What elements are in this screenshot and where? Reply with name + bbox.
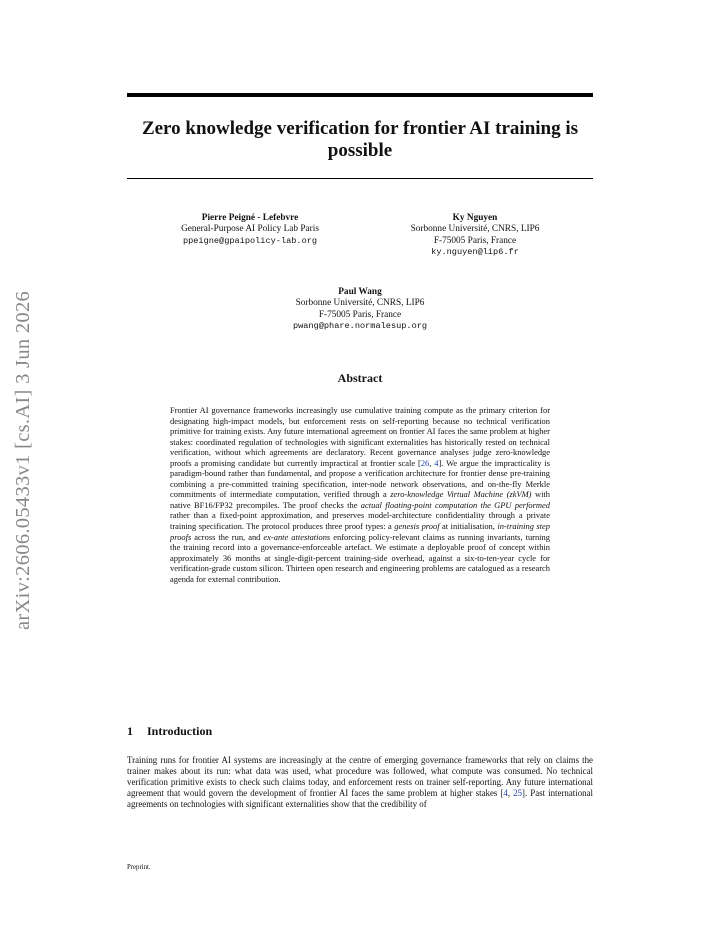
abstract-text: enforcing policy-relevant claims as running invariants, turning the training record into a governance-enforceable artefact. We estimate a deployable proof of concept within approximately 36 months at single-digit-percent training-side overhead, against a six-to-ten-year cycle for verification-grade custom silicon. Thirteen open research and engineering problems are catalogued as a research agenda for external contribution.: [170, 531, 550, 584]
arxiv-identifier-stamp: arXiv:2606.05433v1 [cs.AI] 3 Jun 2026: [12, 290, 34, 630]
citation-link[interactable]: 4: [503, 787, 508, 798]
abstract-emphasis: ex-ante attestations: [263, 531, 331, 542]
author-address: F-75005 Paris, France: [433, 235, 517, 246]
citation-link[interactable]: 4: [434, 457, 439, 468]
citation-separator: ,: [429, 457, 435, 468]
abstract-text: at initialisation,: [439, 521, 498, 532]
author-block-1: [150, 213, 350, 247]
author-affiliation: Sorbonne Université, CNRS, LIP6: [410, 224, 540, 235]
abstract-text: ]. We argue the impracticality is paradigm-bound rather than fundamental, and propose a verification architecture for frontier dense pre-training combining a pre-committed training specification, inter-node network observations, and on-the-fly Merkle commitments of intermediate computation, verified through a: [170, 457, 550, 500]
author-email[interactable]: ky.nguyen@lip6.fr: [431, 246, 519, 257]
citation-link[interactable]: 26: [420, 457, 430, 468]
citation-link[interactable]: 25: [513, 787, 523, 798]
author-affiliation: Sorbonne Université, CNRS, LIP6: [295, 298, 425, 309]
intro-text: ]. Past international agreements on technologies with significant externalities show that the credibility of: [127, 787, 593, 809]
abstract-emphasis: actual floating-point computation the GPU performed: [360, 499, 550, 510]
abstract-emphasis: in-training step proofs: [170, 521, 550, 542]
footer-preprint-note: Preprint.: [127, 864, 151, 871]
section-heading-introduction: [127, 724, 212, 739]
title-bottom-rule: [127, 178, 593, 179]
section-number: 1: [127, 724, 133, 738]
title-top-rule: [127, 93, 593, 97]
citation-separator: ,: [507, 787, 514, 798]
author-block-2: [375, 213, 575, 258]
author-affiliation: General-Purpose AI Policy Lab Paris: [181, 224, 319, 235]
abstract-emphasis: zero-knowledge Virtual Machine (zkVM): [390, 489, 532, 500]
author-name: Pierre Peigné - Lefebvre: [201, 213, 299, 223]
paper-title: Zero knowledge verification for frontier AI training is possible: [141, 118, 579, 161]
abstract-heading: Abstract: [337, 371, 383, 385]
abstract-text: across the run, and: [191, 531, 264, 542]
abstract-text: rather than a fixed-point approximation, and preserves model-architecture confidentiality through a private training specification. The protocol produces three proof types: a: [170, 510, 550, 532]
abstract-text: with native BF16/FP32 precompiles. The proof checks the: [170, 489, 550, 510]
abstract-emphasis: genesis proof: [394, 521, 440, 532]
abstract-text: Frontier AI governance frameworks increasingly use cumulative training compute as the primary criterion for designating high-impact models, but enforcement rests on self-reporting because no technical verification primitive for training exists. Any future international agreement on frontier AI faces the same problem at higher stakes: coordinated regulation of technologies with significant externalities has historically rested on technical verification, without which agreements are declaratory. Recent governance analyses judge zero-knowledge proofs a promising candidate but currently impractical at frontier scale [: [170, 405, 550, 468]
intro-text: Training runs for frontier AI systems are increasingly at the centre of emerging governance frameworks that rely on claims the trainer makes about its run: what data was used, what procedure was followed, what compute was consumed. No technical verification primitive exists to check such claims today, and enforcement rests on trainer self-reporting. Any future international agreement that would govern the development of frontier AI faces the same problem at higher stakes [: [127, 755, 593, 798]
author-name: Ky Nguyen: [452, 213, 498, 223]
author-email[interactable]: pwang@phare.normalesup.org: [292, 320, 428, 331]
author-block-3: [260, 287, 460, 332]
introduction-body: [127, 755, 593, 810]
author-address: F-75005 Paris, France: [318, 309, 402, 320]
author-name: Paul Wang: [338, 287, 382, 297]
author-email[interactable]: ppeigne@gpaipolicy-lab.org: [182, 235, 318, 246]
abstract-body: [170, 405, 550, 584]
section-title: Introduction: [147, 724, 213, 738]
